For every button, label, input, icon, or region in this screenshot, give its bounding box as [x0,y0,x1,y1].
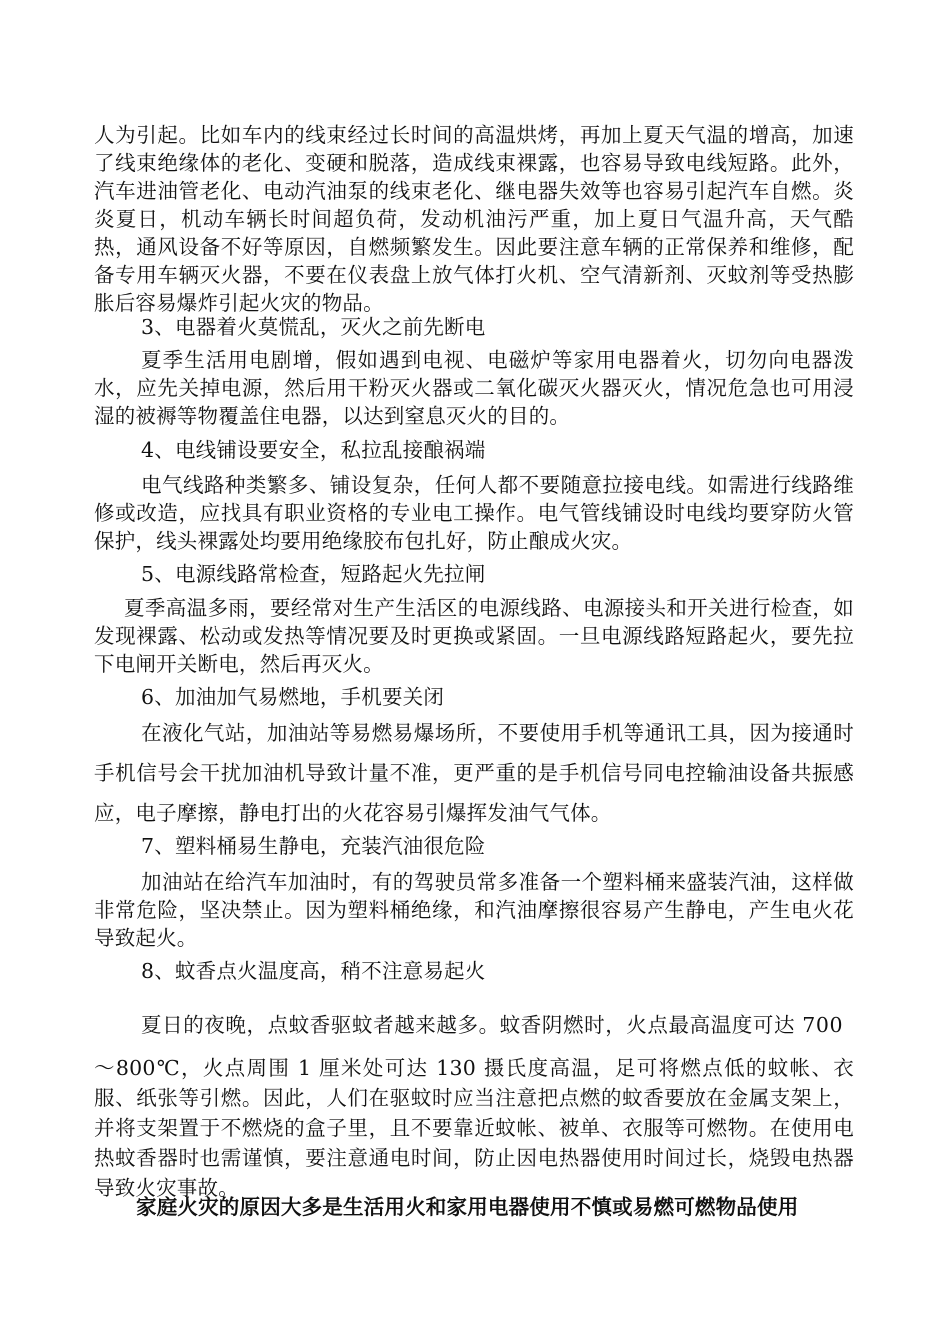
paragraph-gas-station-phone: 在液化气站，加油站等易燃易爆场所，不要使用手机等通讯工具，因为接通时手机信号会干扰加油机导致计量不准，更严重的是手机信号同电控输油设备共振感应，电子摩擦，静电打出的火花容易引爆挥发油气气体。 [94,721,854,825]
paragraph-plastic-bucket: 加油站在给汽车加油时，有的驾驶员常多准备一个塑料桶来盛装汽油，这样做非常危险，坚决禁止。因为塑料桶绝缘，和汽油摩擦很容易产生静电，产生电火花导致起火。 [94,870,854,950]
paragraph-power-line-check: 夏季高温多雨，要经常对生产生活区的电源线路、电源接头和开关进行检查，如发现裸露、松动或发热等情况要及时更换或紧固。一旦电源线路短路起火，要先拉下电闸开关断电，然后再灭火。 [94,596,854,676]
paragraph-wiring-safety: 电气线路种类繁多、铺设复杂，任何人都不要随意拉接电线。如需进行线路维修或改造，应找具有职业资格的专业电工操作。电气管线铺设时电线均要穿防火管保护，线头裸露处均要用绝缘胶布包扎好，防止酿成火灾。 [94,473,854,553]
paragraph-vehicle-self-ignition: 人为引起。比如车内的线束经过长时间的高温烘烤，再加上夏天气温的增高，加速了线束绝缘体的老化、变硬和脱落，造成线束裸露，也容易导致电线短路。此外，汽车进油管老化、电动汽油泵的线束老化、继电器失效等也容易引起汽车自燃。炎炎夏日，机动车辆长时间超负荷，发动机油污严重，加上夏日气温升高，天气酷热，通风设备不好等原因，自燃频繁发生。因此要注意车辆的正常保养和维修，配备专用车辆灭火器，不要在仪表盘上放气体打火机、空气清新剂、灭蚊剂等受热膨胀后容易爆炸引起火灾的物品。 [94,123,854,315]
paragraph-electrical-fire: 夏季生活用电剧增，假如遇到电视、电磁炉等家用电器着火，切勿向电器泼水，应先关掉电源，然后用干粉灭火器或二氧化碳灭火器灭火，情况危急也可用浸湿的被褥等物覆盖住电器，以达到窒息灭火的目的。 [94,348,854,428]
paragraph-household-fire-causes: 家庭火灾的原因大多是生活用火和家用电器使用不慎或易燃可燃物品使用 [136,1195,799,1219]
heading-electrical-fire: 3、电器着火莫慌乱，灭火之前先断电 [141,315,486,339]
heading-plastic-bucket: 7、塑料桶易生静电，充装汽油很危险 [141,834,486,858]
heading-wiring-safety: 4、电线铺设要安全，私拉乱接酿祸端 [141,438,486,462]
paragraph-mosquito-coil-first-line: 夏日的夜晚，点蚊香驱蚊者越来越多。蚊香阴燃时，火点最高温度可达 700 [141,1013,844,1037]
heading-mosquito-coil: 8、蚊香点火温度高，稍不注意易起火 [141,959,486,983]
heading-power-line-check: 5、电源线路常检查，短路起火先拉闸 [141,562,486,586]
heading-gas-station-phone: 6、加油加气易燃地，手机要关闭 [141,685,445,709]
paragraph-mosquito-coil: ～800℃，火点周围 1 厘米处可达 130 摄氏度高温，足可将燃点低的蚊帐、衣服、纸张等引燃。因此，人们在驱蚊时应当注意把点燃的蚊香要放在金属支架上，并将支架置于不燃烧的盒子里，且不要靠近蚊帐、被单、衣服等可燃物。在使用电热蚊香器时也需谨慎，要注意通电时间，防止因电热器使用时间过长，烧毁电热器导致火灾事故。 [94,1056,854,1200]
